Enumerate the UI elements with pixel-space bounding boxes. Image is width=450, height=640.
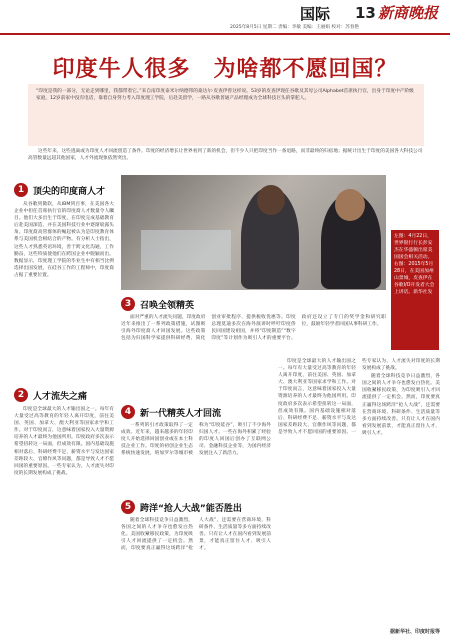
section-number: 4 [121,405,135,419]
column-text: 印度是全球最大的人才输出国之一。每年有大量受过高等教育的年轻人离开印度，前往美国、英国、加拿大、澳大利亚等国家求学和工作。对于印度而言，这意味着国家投入大量资源培养的人才最终为他国所用。印度政府多次表示希望扭转这一局面，但成效有限。国内基础设施相对落后、科研经费不足、薪资水平与发达国家差距较大、官僚作风等问题，都是导致人才不愿回国的重要原因。一些专家认为，人才流失对印度的长期发展构成了挑战。 [278,359,440,435]
column-text: 印度是全球最大的人才输出国之一。每年有大量受过高等教育的年轻人离开印度，前往美国、英国、加拿大、澳大利亚等国家求学和工作。对于印度而言，这意味着国家投入大量资源培养的人才最终为他国所用。印度政府多次表示希望扭转这一局面，但成效有限。国内基础设施相对落后、科研经费不足、薪资水平与发达国家差距较大、官僚作风等问题，都是导致人才不愿回国的重要原因。一些专家认为，人才流失对印度的长期发展构成了挑战。 [14,407,114,476]
section-heading-5 [121,500,242,514]
column-text: 随着全球科技竞争日益激烈，各国之间的人才争夺也愈发白热化。美国收紧移民政策，为印度吸引人才回流提供了一定机会。然而，印度要真正赢得这场跨洋“抢人大战”，还需要在营商环境、科研条件、生活质量等多方面持续改善。只有让人才在国内看到发展前景，才能真正留住人才、吸引人才。 [121,518,271,552]
photo-background-window [141,230,231,270]
section-title: 召唤全领精英 [140,300,195,311]
article-column-4 [121,422,271,492]
masthead-rule [0,33,450,35]
section-name: 国际 [300,5,331,23]
section-number: 2 [14,388,28,402]
person-head-right [335,189,365,221]
article-column-1 [14,201,114,379]
photo-caption: 左图：4月22日，世界银行行长彭安杰在华盛顿出席美国国会相关活动。右图：2015年5月28日，在美国加州山景城，皮查伊在谷歌I/O开发者大会上讲话。新华社发 [391,230,439,350]
section-heading-1 [14,183,105,197]
newspaper-logo: 新商晚报 [378,4,439,22]
section-number: 1 [14,183,28,197]
article-column-right [278,358,440,620]
intro-paragraph: 这些年来，这些逃离或为印度人才回流创造了条件。印度的经济增长让世界看到了新的机会，但不少人只把印度当作一条退路，而非最终的归宿地；据统计出生于印度的美国各大科技公司高管数量远超其他国家，人才外流现象依然突出。 [28,149,423,161]
article-column-2 [14,406,114,621]
section-heading-3 [121,297,194,311]
column-text: 随着全球科技竞争日益激烈，各国之间的人才争夺也愈发白热化。美国收紧移民政策，为印度吸引人才回流提供了一定机会。然而，印度要真正赢得这场跨洋“抢人大战”，还需要在营商环境、科研条件、生活质量等多方面持续改善。只有让人才在国内看到发展前景，才能真正留住人才、吸引人才。 [362,374,440,436]
lead-paragraph: “印度是我的一部分，无论走到哪里，我都带着它。”来自南印度泰米尔纳德邦的桑达尔·皮查伊曾这样说。53岁的皮查伊现任谷歌及其母公司Alphabet首席执行官，出身于印度中产阶级家庭，12岁前家中没有电话，靠着自身努力考入印度理工学院，后赴美留学，一路从谷歌普通产品经理成为全球科技巨头的掌舵人。 [28,84,424,146]
source-credit: 据新华社、印度时报等 [389,629,440,635]
page-number: 13 [355,4,376,22]
article-column-5 [121,517,271,622]
section-title: 人才流失之痛 [33,391,88,402]
section-title: 顶尖的印度商人才 [33,186,106,197]
section-title: 新一代精英人才回流 [140,408,222,419]
person-head-left [257,185,285,215]
column-text: 一系列的引才政策取得了一定成效。近年来，越来越多的年轻印度人开始选择回国创业或在本土科技企业工作。印度的初创企业生态系统快速发展，班加罗尔等城市被称为“印度硅谷”，吸引了不少海外归国人才。一些在海外积累了经验的印度人回国后创办了互联网公司、金融科技企业等，为国内经济发展注入了新活力。 [121,423,271,457]
news-photo [121,175,386,290]
column-text: 面对严重的人才流失问题，印度政府近年来推出了一系列政策措施，试图吸引海外印度裔人才回国发展。这些政策包括为归国科学家提供科研经费、简化创业审批程序、提供税收优惠等。印度总理莫迪多次在海外演讲时呼吁印度侨民回国建设祖国，并将“印度制造”“数字印度”等计划作为吸引人才的重要平台。政府还设立了专门的奖学金和研究职位，鼓励年轻学者回国从事科研工作。 [121,315,386,342]
section-heading-2 [14,388,87,402]
section-heading-4 [121,405,221,419]
masthead [0,0,450,36]
issue-info: 2025年8月5日 星期二 责编：李敏 美编：王丽娟 校对：苏春艳 [230,25,360,30]
column-text: 从谷歌到微软，从IBM到百事，在美国各大企业中担任首席执行官的印度裔人才数量令人瞩目。他们大多出生于印度，在印度完成基础教育后赴美国深造，并在美国科技行业中逐渐崭露头角。印度裔高管群体的崛起被认为是印度教育体系与美国机会相结合的产物。有分析人士指出，这些人才熟悉英语环境，善于跨文化沟通，工作勤奋，这些特质使他们在跨国企业中脱颖而出。数据显示，印度理工学院的毕业生中有相当比例选择出国发展，在硅谷工作的工程师中，印度裔占据了重要位置。 [14,202,114,278]
section-title: 跨洋“抢人大战”能否胜出 [140,503,242,514]
section-number: 3 [121,297,135,311]
section-number: 5 [121,500,135,514]
headline: 印度牛人很多 为啥都不愿回国？ [52,57,398,82]
